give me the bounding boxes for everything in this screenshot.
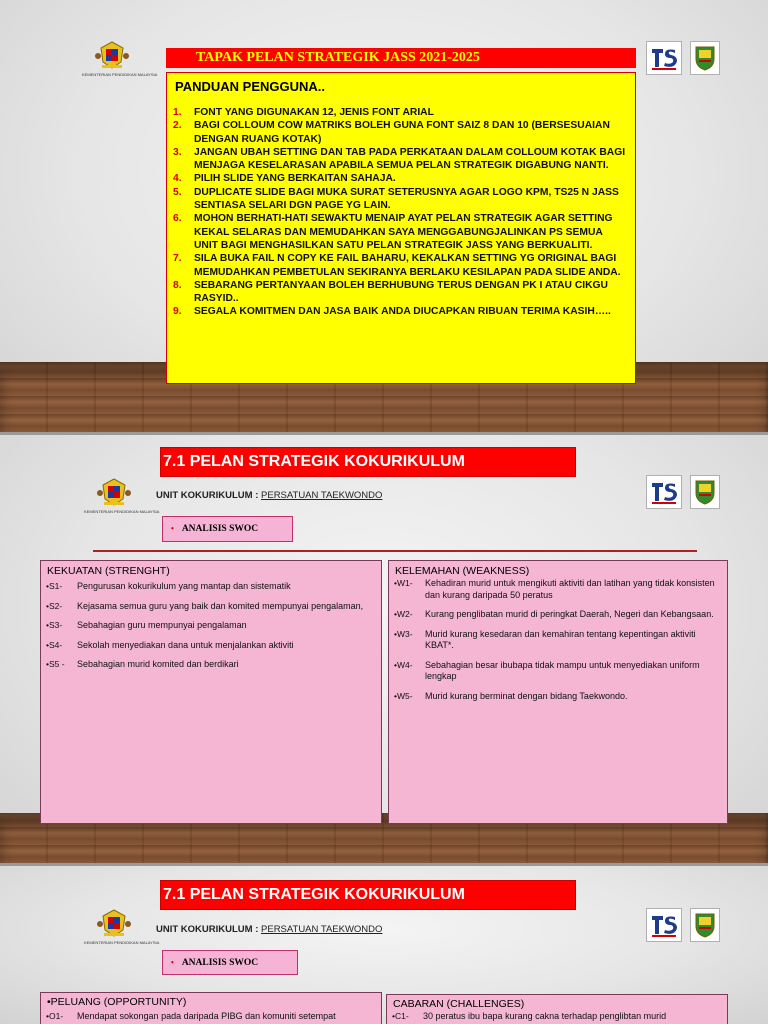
slide-title: 7.1 PELAN STRATEGIK KOKURIKULUM bbox=[160, 447, 576, 477]
panel-heading: KELEMAHAN (WEAKNESS) bbox=[395, 565, 530, 577]
list-item: •S1- Pengurusan kokurikulum yang mantap dan sistematik bbox=[46, 581, 291, 591]
panel-heading: CABARAN (CHALLENGES) bbox=[393, 998, 525, 1010]
crest-caption: KEMENTERIAN PENDIDIKAN MALAYSIA bbox=[82, 72, 158, 77]
unit-line bbox=[156, 924, 382, 935]
ts25-logo bbox=[646, 41, 682, 75]
unit-line bbox=[156, 490, 382, 501]
partner-logos bbox=[646, 41, 720, 75]
weakness-panel bbox=[388, 560, 728, 824]
slide-title: 7.1 PELAN STRATEGIK KOKURIKULUM bbox=[160, 880, 576, 910]
divider-line bbox=[93, 550, 697, 552]
unit-label: UNIT KOKURIKULUM : bbox=[156, 490, 262, 501]
weakness-list bbox=[394, 578, 721, 710]
unit-label: UNIT KOKURIKULUM : bbox=[156, 924, 262, 935]
ts25-logo bbox=[646, 475, 682, 509]
opportunity-panel bbox=[40, 992, 382, 1024]
swoc-tag bbox=[162, 516, 293, 542]
list-item: •W1- Kehadiran murid untuk mengikuti aktiviti dan latihan yang tidak konsisten dan kurang daripada 50 peratus bbox=[394, 578, 715, 600]
swoc-label: ANALISIS SWOC bbox=[181, 524, 259, 534]
list-item: 6. MOHON BERHATI-HATI SEWAKTU MENAIP AYAT PELAN STRATEGIK AGAR SETTING KEKAL SELARAS DAN MEMUDAHKAN SAYA MENGGABUNGJALINKAN PS SEMUA UNIT BAGI MENGHASILKAN SATU PELAN STRATEGIK JASS YANG BERKUALITI. bbox=[173, 213, 613, 251]
list-item: 3. JANGAN UBAH SETTING DAN TAB PADA PERKATAAN DALAM COLLOUM KOTAK BAGI MENJAGA KESELARASAN APABILA SEMUA PELAN STRATEGIK DIGABUNG NANTI. bbox=[173, 146, 626, 172]
unit-value: PERSATUAN TAEKWONDO bbox=[261, 924, 383, 935]
list-item: 4. PILIH SLIDE YANG BERKAITAN SAHAJA. bbox=[173, 173, 396, 185]
list-item: •S3- Sebahagian guru mempunyai pengalaman bbox=[46, 620, 247, 630]
partner-logos bbox=[646, 908, 720, 942]
list-item: •W4- Sebahagian besar ibubapa tidak mampu untuk menyediakan uniform lengkap bbox=[394, 659, 700, 681]
list-item: •S5 - Sebahagian murid komited dan berdikari bbox=[46, 659, 239, 669]
list-item: •W5- Murid kurang berminat dengan bidang Taekwondo. bbox=[394, 690, 628, 701]
ts25-icon bbox=[649, 912, 679, 938]
school-shield-logo bbox=[690, 908, 720, 942]
unit-value: PERSATUAN TAEKWONDO bbox=[261, 490, 383, 501]
list-item: 2. BAGI COLLOUM COW MATRIKS BOLEH GUNA FONT SAIZ 8 DAN 10 (BERSESUAIAN DENGAN RUANG KOTAK) bbox=[173, 120, 610, 145]
ts25-icon bbox=[649, 479, 679, 505]
swoc-tag bbox=[162, 950, 298, 975]
slide-1 bbox=[0, 0, 768, 432]
list-item: 5. DUPLICATE SLIDE BAGI MUKA SURAT SETERUSNYA AGAR LOGO KPM, TS25 N JASS SENTIASA SELARI DGN PAGE YG LAIN. bbox=[173, 186, 619, 212]
school-shield-logo bbox=[690, 475, 720, 509]
shield-icon bbox=[694, 912, 716, 938]
user-guide-box bbox=[166, 72, 636, 384]
crest-icon bbox=[97, 477, 131, 507]
ts25-icon bbox=[649, 45, 679, 71]
list-item: 8. SEBARANG PERTANYAAN BOLEH BERHUBUNG TERUS DENGAN PK I ATAU CIKGU RASYID.. bbox=[173, 279, 608, 305]
list-item: •W3- Murid kurang kesedaran dan kemahiran tentang kepentingan aktiviti KBAT*. bbox=[394, 628, 696, 650]
bullet-icon: • bbox=[171, 524, 174, 533]
list-item: •S2- Kejasama semua guru yang baik dan komited mempunyai pengalaman, bbox=[46, 600, 364, 611]
challenge-panel bbox=[386, 994, 728, 1024]
swoc-label: ANALISIS SWOC bbox=[181, 958, 259, 968]
panel-heading: •PELUANG (OPPORTUNITY) bbox=[47, 996, 187, 1008]
crest-icon bbox=[97, 908, 131, 938]
list-item: 9. SEGALA KOMITMEN DAN JASA BAIK ANDA DIUCAPKAN RIBUAN TERIMA KASIH….. bbox=[173, 306, 611, 318]
kpm-crest bbox=[82, 40, 158, 77]
shield-icon bbox=[694, 45, 716, 71]
list-item: •C1- 30 peratus ibu bapa kurang cakna terhadap penglibtan murid bbox=[392, 1011, 667, 1021]
partner-logos bbox=[646, 475, 720, 509]
list-item: 1. FONT YANG DIGUNAKAN 12, JENIS FONT ARIAL bbox=[173, 107, 434, 118]
opportunity-list bbox=[46, 1011, 375, 1024]
slide-3 bbox=[0, 866, 768, 1024]
list-item: •O1- Mendapat sokongan pada daripada PIBG dan komuniti setempat bbox=[46, 1011, 336, 1021]
ts25-logo bbox=[646, 908, 682, 942]
guide-list bbox=[173, 106, 627, 319]
panel-heading: KEKUATAN (STRENGHT) bbox=[47, 565, 170, 577]
crest-icon bbox=[95, 40, 129, 70]
bullet-icon: • bbox=[171, 958, 174, 967]
list-item: •S4- Sekolah menyediakan dana untuk menjalankan aktiviti bbox=[46, 639, 294, 650]
guide-heading: PANDUAN PENGGUNA.. bbox=[175, 79, 325, 94]
crest-caption: KEMENTERIAN PENDIDIKAN MALAYSIA bbox=[84, 940, 160, 945]
kpm-crest bbox=[84, 908, 160, 945]
strength-list bbox=[46, 581, 375, 679]
school-shield-logo bbox=[690, 41, 720, 75]
slide-title: TAPAK PELAN STRATEGIK JASS 2021-2025 bbox=[166, 48, 636, 68]
strength-panel bbox=[40, 560, 382, 824]
list-item: 7. SILA BUKA FAIL N COPY KE FAIL BAHARU, KEKALKAN SETTING YG ORIGINAL BAGI MEMUDAHKAN PEMBETULAN SEKIRANYA BERLAKU KESILAPAN PADA SLIDE ANDA. bbox=[173, 253, 621, 278]
slide-2 bbox=[0, 435, 768, 863]
challenge-list bbox=[392, 1011, 721, 1024]
kpm-crest bbox=[84, 477, 160, 514]
crest-caption: KEMENTERIAN PENDIDIKAN MALAYSIA bbox=[84, 509, 160, 514]
list-item: •W2- Kurang penglibatan murid di peringkat Daerah, Negeri dan Kebangsaan. bbox=[394, 609, 714, 619]
shield-icon bbox=[694, 479, 716, 505]
